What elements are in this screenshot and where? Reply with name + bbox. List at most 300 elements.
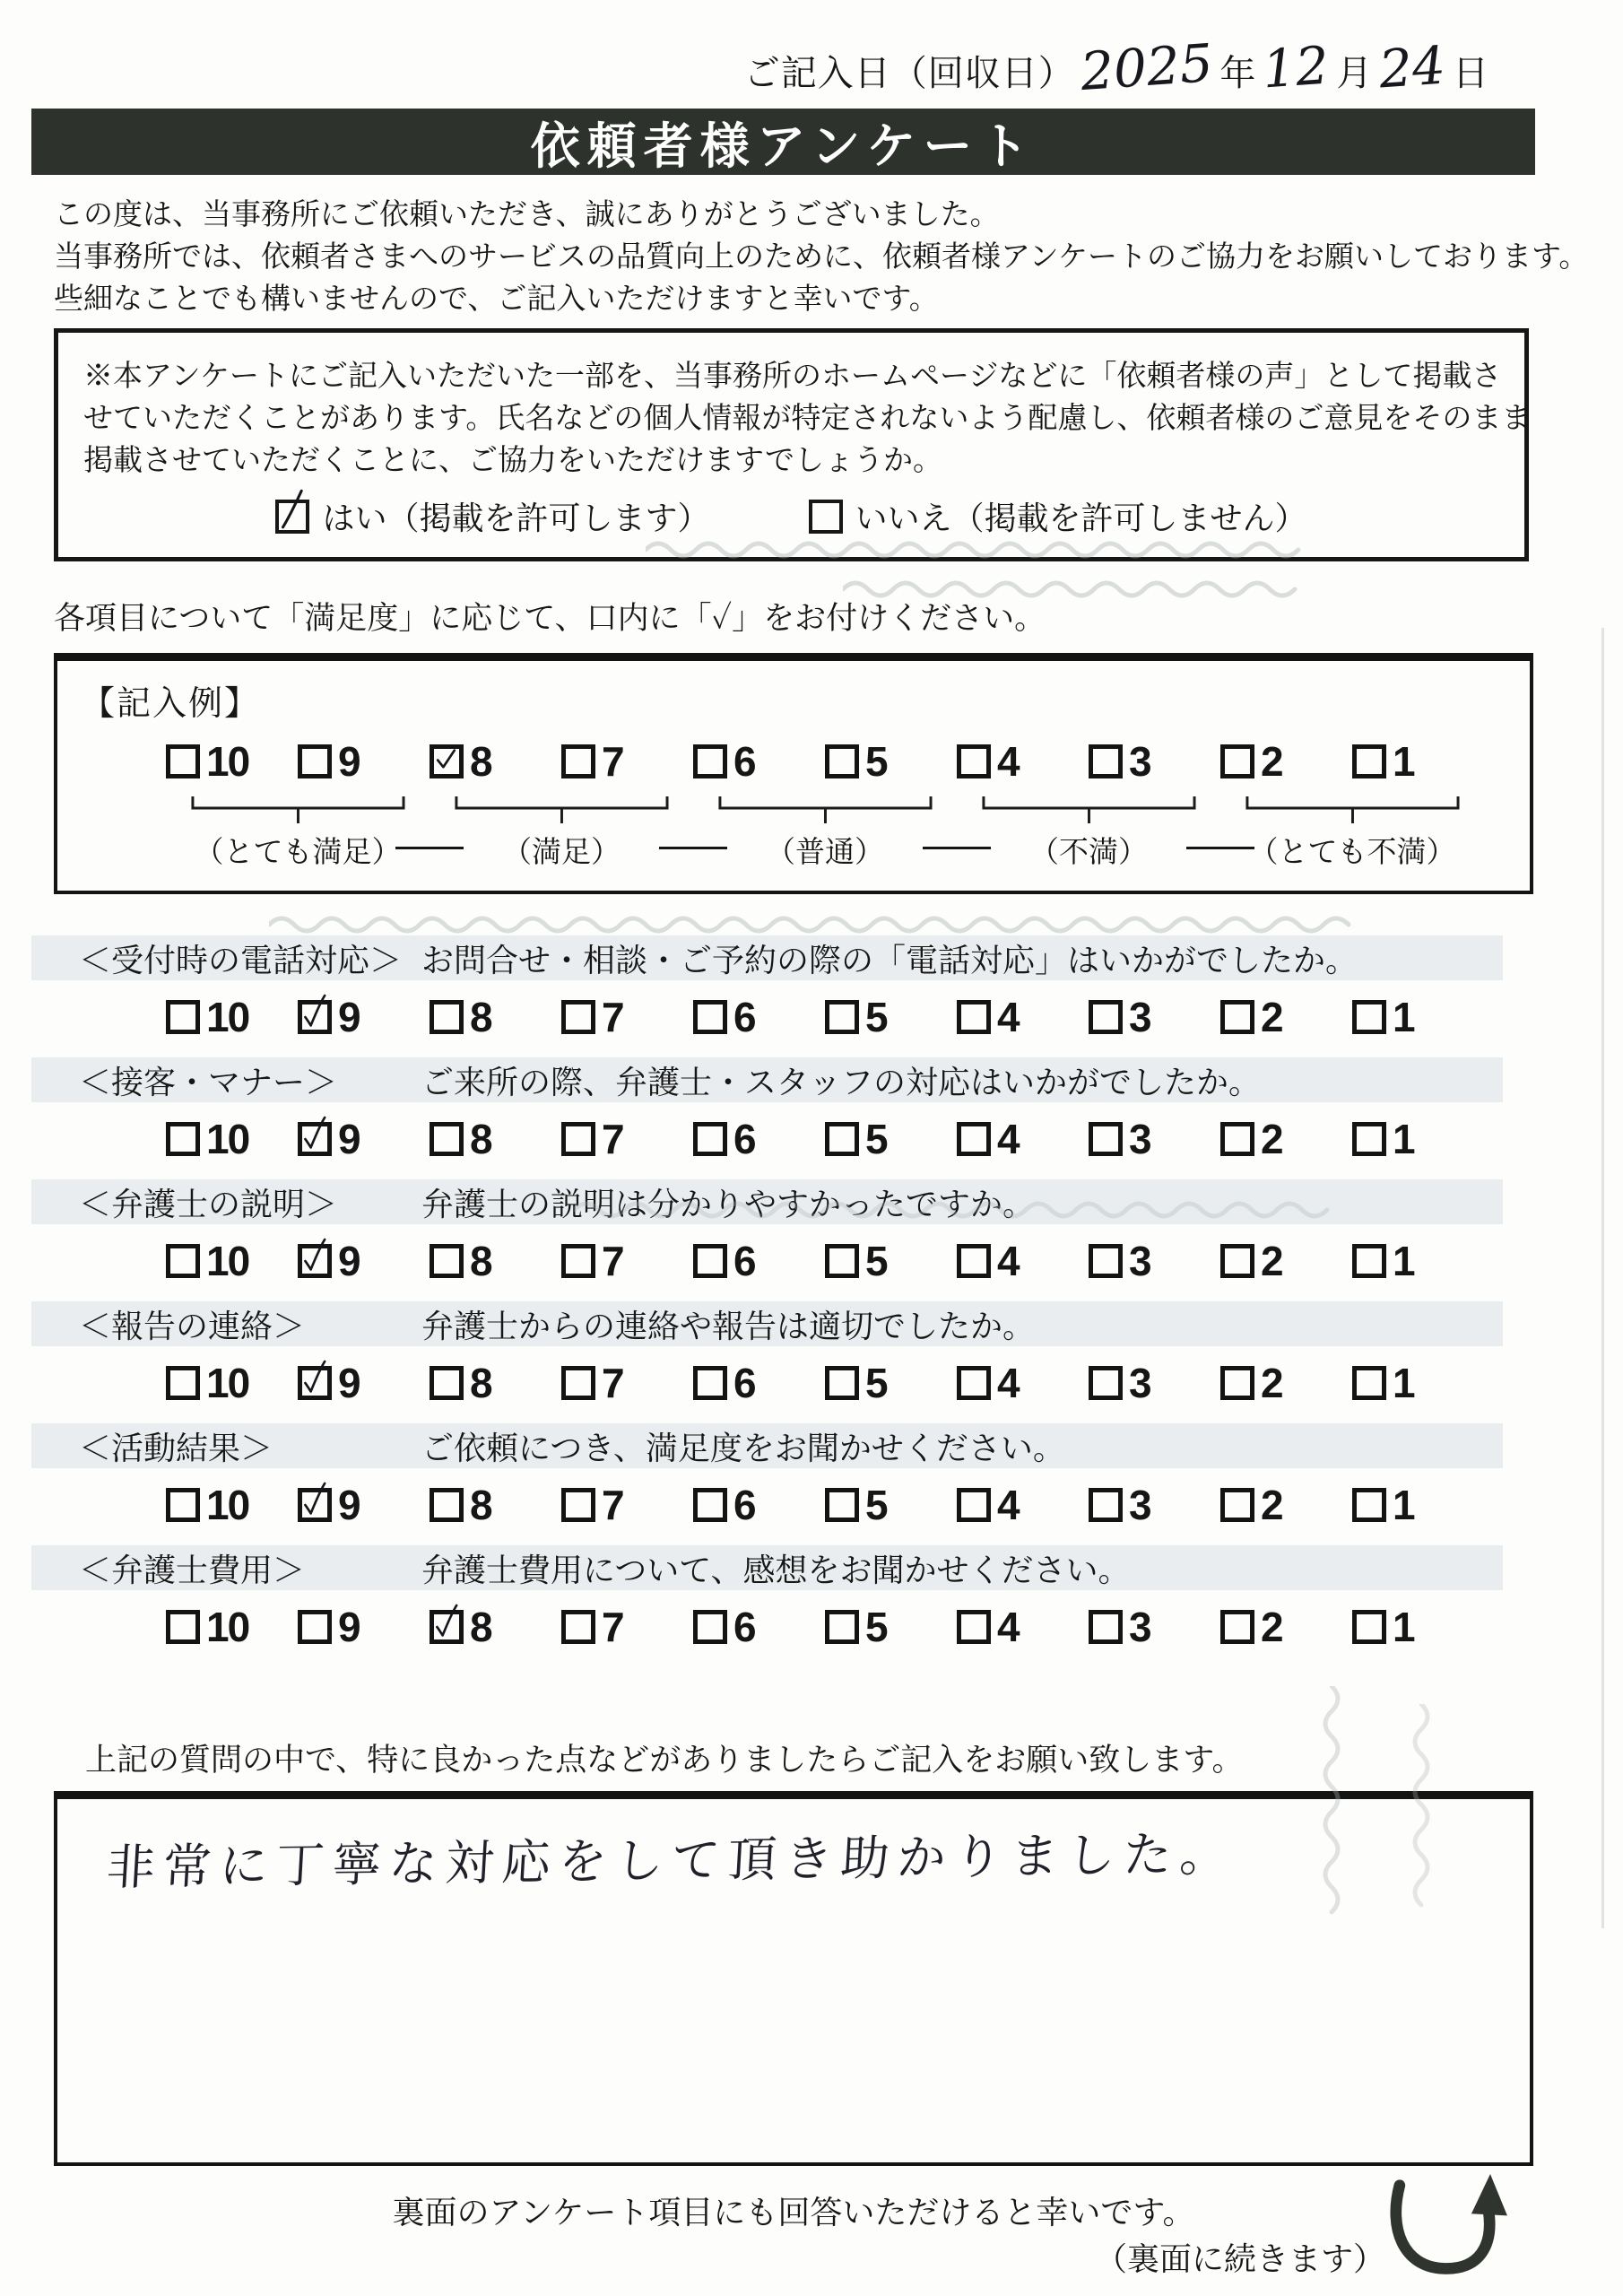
label-connector-line (923, 847, 991, 849)
checkbox-4[interactable] (957, 1000, 991, 1034)
scale-number: 6 (733, 994, 755, 1040)
checkbox-8[interactable] (430, 1366, 464, 1400)
handwritten-checkmark-icon (300, 1490, 328, 1518)
checkbox-no[interactable] (809, 500, 843, 534)
label-connector-line (395, 847, 464, 849)
scale-row (166, 1113, 1484, 1165)
handwritten-checkmark-icon (300, 1246, 328, 1274)
scale-number: 9 (338, 1116, 360, 1162)
scale-option-2[interactable] (1220, 1479, 1352, 1531)
bleed-through-artifact (1408, 1704, 1435, 1910)
checkbox-5[interactable] (825, 1366, 859, 1400)
scale-number: 9 (338, 994, 360, 1040)
scale-number: 5 (865, 1116, 887, 1162)
checkbox-9[interactable] (298, 1122, 332, 1156)
scale-number: 3 (1129, 1238, 1150, 1284)
free-response-prompt: 上記の質問の中で、特に良かった点などがありましたらご記入をお願い致します。 (85, 1743, 1244, 1778)
scale-option-10[interactable] (166, 735, 298, 787)
scale-option-5[interactable] (825, 735, 957, 787)
checkbox-9[interactable] (298, 1244, 332, 1278)
scale-number: 5 (865, 738, 887, 785)
checkbox-1[interactable] (1352, 744, 1386, 778)
scale-number: 2 (1261, 1360, 1282, 1406)
scale-option-10[interactable] (166, 1113, 298, 1165)
scale-option-8[interactable] (430, 1357, 561, 1409)
scale-option-9[interactable] (298, 991, 430, 1043)
scale-option-1[interactable] (1352, 1113, 1484, 1165)
intro-section (54, 193, 1589, 319)
checkbox-4[interactable] (957, 1244, 991, 1278)
scale-number: 4 (997, 1482, 1019, 1528)
handwritten-answer: 非常に丁寧な対応をして頂き助かりました。 (104, 1825, 1238, 1896)
scale-number: 9 (338, 738, 360, 785)
permission-options (83, 493, 1499, 539)
question-category: ＜活動結果＞ (79, 1429, 273, 1466)
checkbox-9[interactable] (298, 744, 332, 778)
permission-box (54, 328, 1532, 561)
scale-option-4[interactable] (957, 735, 1089, 787)
scale-option-7[interactable] (561, 1235, 693, 1287)
question-category: ＜弁護士の説明＞ (79, 1185, 338, 1222)
date-row (54, 31, 1490, 103)
question-header (31, 1057, 1503, 1102)
scale-option-6[interactable] (693, 1357, 825, 1409)
scale-number: 1 (1393, 1116, 1414, 1162)
scale-option-8[interactable] (430, 735, 561, 787)
scale-number: 3 (1129, 1482, 1150, 1528)
question-text: 弁護士費用について、感想をお聞かせください。 (421, 1551, 1131, 1588)
scale-number: 6 (733, 1116, 755, 1162)
scale-number: 10 (206, 738, 249, 785)
handwritten-checkmark-icon (300, 1002, 328, 1030)
scale-number: 3 (1129, 994, 1150, 1040)
scale-option-6[interactable] (693, 1113, 825, 1165)
scale-number: 4 (997, 1360, 1019, 1406)
scale-number: 2 (1261, 1604, 1282, 1650)
scale-number: 7 (602, 1482, 623, 1528)
scale-option-9[interactable] (298, 1479, 430, 1531)
scale-number: 9 (338, 1604, 360, 1650)
checkbox-3[interactable] (1089, 744, 1123, 778)
checkbox-6[interactable] (693, 1366, 727, 1400)
permission-text-line: せていただくことがあります。氏名などの個人情報が特定されないよう配慮し、依頼者様のご意見をそのまま (83, 401, 1532, 434)
handwritten-checkmark-icon (300, 1368, 328, 1396)
scale-option-2[interactable] (1220, 1113, 1352, 1165)
scale-number: 2 (1261, 1116, 1282, 1162)
scale-number: 3 (1129, 1360, 1150, 1406)
question-text: ご来所の際、弁護士・スタッフの対応はいかがでしたか。 (421, 1063, 1262, 1100)
scale-number: 8 (470, 1482, 491, 1528)
scale-option-6[interactable] (693, 1479, 825, 1531)
scale-number: 8 (470, 1604, 491, 1650)
scale-option-4[interactable] (957, 991, 1089, 1043)
scale-number: 7 (602, 738, 623, 785)
scale-option-10[interactable] (166, 1357, 298, 1409)
scale-option-5[interactable] (825, 1479, 957, 1531)
checkbox-4[interactable] (957, 1610, 991, 1644)
scale-number: 5 (865, 994, 887, 1040)
scale-option-5[interactable] (825, 1235, 957, 1287)
question-block (54, 935, 1533, 1043)
scale-option-3[interactable] (1089, 991, 1220, 1043)
scale-number: 8 (470, 738, 491, 785)
scale-number: 4 (997, 1116, 1019, 1162)
continuation-note: （裏面に続きます） (1094, 2240, 1385, 2277)
scale-number: 5 (865, 1360, 887, 1406)
scale-label: （不満） (1029, 835, 1148, 868)
checkbox-5[interactable] (825, 1610, 859, 1644)
day-unit: 日 (1453, 54, 1488, 93)
checkbox-5[interactable] (825, 1122, 859, 1156)
scale-option-8[interactable] (430, 1113, 561, 1165)
scale-label: （とても不満） (1248, 835, 1456, 868)
checkbox-10[interactable] (166, 1000, 200, 1034)
scale-number: 2 (1261, 1482, 1282, 1528)
month-unit: 月 (1336, 54, 1373, 93)
scale-number: 6 (733, 1482, 755, 1528)
scale-number: 4 (997, 994, 1019, 1040)
scale-number: 1 (1393, 738, 1414, 785)
scale-option-9[interactable] (298, 1601, 430, 1653)
checkbox-4[interactable] (957, 744, 991, 778)
checkbox-5[interactable] (825, 744, 859, 778)
scale-number: 2 (1261, 1238, 1282, 1284)
permission-no-label: いいえ（掲載を許可しません） (855, 500, 1307, 536)
permission-text-line: ※本アンケートにご記入いただいた一部を、当事務所のホームページなどに「依頼者様の声」として掲載さ (83, 359, 1502, 392)
scale-number: 3 (1129, 738, 1150, 785)
scale-label: （満足） (502, 835, 621, 868)
checkbox-8[interactable] (430, 744, 464, 778)
checkbox-7[interactable] (561, 1610, 595, 1644)
scale-number: 1 (1393, 994, 1414, 1040)
checkbox-1[interactable] (1352, 1488, 1386, 1522)
question-text: ご依頼につき、満足度をお聞かせください。 (421, 1429, 1065, 1466)
scale-number: 10 (206, 1360, 249, 1406)
checkbox-2[interactable] (1220, 1122, 1254, 1156)
example-title: 【記入例】 (81, 685, 261, 723)
scale-option-2[interactable] (1220, 1357, 1352, 1409)
question-block (54, 1179, 1533, 1287)
checkbox-3[interactable] (1089, 1366, 1123, 1400)
scale-option-7[interactable] (561, 1113, 693, 1165)
scale-option-9[interactable] (298, 1235, 430, 1287)
checkbox-3[interactable] (1089, 1244, 1123, 1278)
question-header (31, 1301, 1503, 1346)
question-text: お問合せ・相談・ご予約の際の「電話対応」はいかがでしたか。 (421, 941, 1358, 978)
scale-option-6[interactable] (693, 991, 825, 1043)
scale-number: 8 (470, 994, 491, 1040)
scale-label: （普通） (766, 835, 884, 868)
scale-number: 3 (1129, 1604, 1150, 1650)
scale-option-1[interactable] (1352, 1479, 1484, 1531)
intro-line: この度は、当事務所にご依頼いただき、誠にありがとうございました。 (54, 197, 1000, 230)
question-header (31, 1423, 1503, 1468)
scale-option-5[interactable] (825, 991, 957, 1043)
scale-number: 4 (997, 1604, 1019, 1650)
checkbox-6[interactable] (693, 744, 727, 778)
checkbox-6[interactable] (693, 1122, 727, 1156)
scale-option-4[interactable] (957, 1479, 1089, 1531)
example-scale-row (166, 735, 1484, 787)
date-label: ご記入日（回収日） (743, 54, 1075, 93)
scale-option-7[interactable] (561, 1479, 693, 1531)
scale-option-1[interactable] (1352, 1235, 1484, 1287)
scale-row (166, 1479, 1484, 1531)
scale-option-6[interactable] (693, 1601, 825, 1653)
scale-option-8[interactable] (430, 1479, 561, 1531)
checkbox-3[interactable] (1089, 1122, 1123, 1156)
checkbox-10[interactable] (166, 744, 200, 778)
checkbox-5[interactable] (825, 1488, 859, 1522)
checkbox-5[interactable] (825, 1244, 859, 1278)
scale-option-3[interactable] (1089, 1113, 1220, 1165)
handwritten-checkmark-icon (300, 1124, 328, 1152)
checkbox-7[interactable] (561, 1000, 595, 1034)
scale-option-1[interactable] (1352, 1357, 1484, 1409)
question-category: ＜接客・マナー＞ (79, 1063, 338, 1100)
scale-number: 8 (470, 1116, 491, 1162)
scale-number: 3 (1129, 1116, 1150, 1162)
question-category: ＜報告の連絡＞ (79, 1307, 306, 1344)
checkbox-8[interactable] (430, 1000, 464, 1034)
scale-number: 8 (470, 1238, 491, 1284)
group-bracket (451, 795, 673, 825)
checkbox-2[interactable] (1220, 744, 1254, 778)
scale-number: 10 (206, 1604, 249, 1650)
scale-number: 7 (602, 994, 623, 1040)
scale-option-3[interactable] (1089, 735, 1220, 787)
scale-option-3[interactable] (1089, 1357, 1220, 1409)
checkbox-6[interactable] (693, 1000, 727, 1034)
label-connector-line (1186, 847, 1254, 849)
question-block (54, 1057, 1533, 1165)
scale-option-7[interactable] (561, 1357, 693, 1409)
scale-option-8[interactable] (430, 1601, 561, 1653)
question-category: ＜弁護士費用＞ (79, 1551, 306, 1588)
scale-number: 6 (733, 1360, 755, 1406)
title-bar (31, 109, 1535, 175)
scale-number: 1 (1393, 1482, 1414, 1528)
checkbox-1[interactable] (1352, 1244, 1386, 1278)
checkbox-9[interactable] (298, 1610, 332, 1644)
scale-option-7[interactable] (561, 735, 693, 787)
scale-option-6[interactable] (693, 735, 825, 787)
scale-option-4[interactable] (957, 1357, 1089, 1409)
scale-label: （とても満足） (194, 835, 402, 868)
handwritten-checkmark-icon (432, 1612, 460, 1639)
scale-option-2[interactable] (1220, 1235, 1352, 1287)
label-connector-line (659, 847, 727, 849)
checkbox-3[interactable] (1089, 1610, 1123, 1644)
checkbox-9[interactable] (298, 1000, 332, 1034)
checkbox-3[interactable] (1089, 1000, 1123, 1034)
scan-artifact-line (1601, 628, 1604, 1928)
checkbox-10[interactable] (166, 1366, 200, 1400)
checkbox-7[interactable] (561, 1244, 595, 1278)
scale-option-1[interactable] (1352, 735, 1484, 787)
scale-number: 1 (1393, 1604, 1414, 1650)
checkbox-yes[interactable] (275, 500, 309, 534)
scale-number: 1 (1393, 1360, 1414, 1406)
checkbox-2[interactable] (1220, 1488, 1254, 1522)
scale-number: 9 (338, 1238, 360, 1284)
group-bracket (1242, 795, 1463, 825)
scale-option-10[interactable] (166, 991, 298, 1043)
scale-number: 4 (997, 1238, 1019, 1284)
scale-number: 6 (733, 738, 755, 785)
scale-row (166, 1235, 1484, 1287)
checkbox-7[interactable] (561, 1488, 595, 1522)
example-box (54, 653, 1533, 894)
scale-number: 10 (206, 994, 249, 1040)
bleed-through-artifact (646, 536, 1309, 563)
checkbox-8[interactable] (430, 1244, 464, 1278)
scale-option-2[interactable] (1220, 1601, 1352, 1653)
curved-arrow-icon (1384, 2166, 1526, 2288)
scale-option-2[interactable] (1220, 735, 1352, 787)
question-text: 弁護士からの連絡や報告は適切でしたか。 (421, 1307, 1036, 1344)
scale-row (166, 991, 1484, 1043)
question-text: 弁護士の説明は分かりやすかったですか。 (421, 1185, 1036, 1222)
checkbox-6[interactable] (693, 1610, 727, 1644)
checkbox-6[interactable] (693, 1488, 727, 1522)
checkbox-2[interactable] (1220, 1610, 1254, 1644)
checkbox-6[interactable] (693, 1244, 727, 1278)
date-month-handwritten: 12 (1261, 34, 1332, 100)
scale-option-3[interactable] (1089, 1235, 1220, 1287)
bleed-through-artifact (574, 1196, 1336, 1223)
scale-number: 6 (733, 1238, 755, 1284)
scale-number: 5 (865, 1604, 887, 1650)
free-response-box[interactable] (54, 1791, 1533, 2166)
scale-number: 9 (338, 1482, 360, 1528)
scale-number: 2 (1261, 738, 1282, 785)
intro-line: 些細なことでも構いませんので、ご記入いただけますと幸いです。 (54, 282, 939, 315)
intro-line: 当事務所では、依頼者さまへのサービスの品質向上のために、依頼者様アンケートのご協力をお願いしております。 (54, 239, 1589, 273)
scale-option-8[interactable] (430, 1235, 561, 1287)
checkbox-7[interactable] (561, 1122, 595, 1156)
checkbox-8[interactable] (430, 1610, 464, 1644)
scale-option-7[interactable] (561, 991, 693, 1043)
checkbox-8[interactable] (430, 1488, 464, 1522)
scale-option-3[interactable] (1089, 1479, 1220, 1531)
checkbox-7[interactable] (561, 1366, 595, 1400)
question-category: ＜受付時の電話対応＞ (79, 941, 403, 978)
bleed-through-artifact (269, 911, 1372, 938)
question-header (31, 1545, 1503, 1590)
scale-option-4[interactable] (957, 1601, 1089, 1653)
checkbox-1[interactable] (1352, 1366, 1386, 1400)
checkbox-2[interactable] (1220, 1244, 1254, 1278)
scale-option-10[interactable] (166, 1601, 298, 1653)
scale-number: 6 (733, 1604, 755, 1650)
bleed-through-artifact (843, 576, 1309, 603)
permission-yes-label: はい（掲載を許可します） (322, 500, 710, 536)
scale-number: 8 (470, 1360, 491, 1406)
scale-option-4[interactable] (957, 1113, 1089, 1165)
scale-option-2[interactable] (1220, 991, 1352, 1043)
scale-option-1[interactable] (1352, 991, 1484, 1043)
bracket-row (166, 795, 1484, 825)
question-block (54, 1423, 1533, 1531)
group-bracket (187, 795, 409, 825)
scale-option-9[interactable] (298, 735, 430, 787)
scale-option-8[interactable] (430, 991, 561, 1043)
scale-option-5[interactable] (825, 1357, 957, 1409)
scale-instruction: 各項目について「満足度」に応じて、口内に「✓」をお付けください。 (54, 601, 1046, 636)
checkbox-3[interactable] (1089, 1488, 1123, 1522)
scale-number: 5 (865, 1238, 887, 1284)
scale-option-1[interactable] (1352, 1601, 1484, 1653)
group-bracket (715, 795, 936, 825)
scale-option-6[interactable] (693, 1235, 825, 1287)
checkbox-10[interactable] (166, 1122, 200, 1156)
checkbox-2[interactable] (1220, 1000, 1254, 1034)
checkbox-7[interactable] (561, 744, 595, 778)
checkbox-10[interactable] (166, 1244, 200, 1278)
date-year-handwritten: 2025 (1078, 31, 1215, 103)
scale-number: 7 (602, 1604, 623, 1650)
scale-option-10[interactable] (166, 1479, 298, 1531)
scale-row (166, 1601, 1484, 1653)
checkbox-10[interactable] (166, 1610, 200, 1644)
scale-number: 4 (997, 738, 1019, 785)
checkmark-icon (432, 746, 460, 774)
scale-number: 7 (602, 1238, 623, 1284)
checkbox-8[interactable] (430, 1122, 464, 1156)
scale-number: 10 (206, 1482, 249, 1528)
bleed-through-artifact (1318, 1686, 1345, 1919)
footer-note: 裏面のアンケート項目にも回答いただけると幸いです。 (392, 2194, 1195, 2231)
checkbox-5[interactable] (825, 1000, 859, 1034)
handwritten-check-slash-icon (279, 501, 303, 526)
checkbox-9[interactable] (298, 1366, 332, 1400)
question-block (54, 1301, 1533, 1409)
date-day-handwritten: 24 (1376, 34, 1448, 100)
checkbox-1[interactable] (1352, 1000, 1386, 1034)
permission-option-no[interactable] (809, 493, 1307, 539)
checkbox-1[interactable] (1352, 1122, 1386, 1156)
scale-option-4[interactable] (957, 1235, 1089, 1287)
checkbox-2[interactable] (1220, 1366, 1254, 1400)
scale-option-7[interactable] (561, 1601, 693, 1653)
scale-number: 9 (338, 1360, 360, 1406)
group-bracket (978, 795, 1200, 825)
checkbox-4[interactable] (957, 1366, 991, 1400)
checkbox-4[interactable] (957, 1488, 991, 1522)
scale-option-5[interactable] (825, 1113, 957, 1165)
scale-row (166, 1357, 1484, 1409)
scale-number: 5 (865, 1482, 887, 1528)
year-unit: 年 (1219, 54, 1256, 93)
example-label-row (166, 829, 1484, 871)
scale-option-9[interactable] (298, 1357, 430, 1409)
checkbox-1[interactable] (1352, 1610, 1386, 1644)
scale-number: 7 (602, 1116, 623, 1162)
checkbox-9[interactable] (298, 1488, 332, 1522)
checkbox-10[interactable] (166, 1488, 200, 1522)
permission-option-yes[interactable] (275, 493, 709, 539)
scale-option-10[interactable] (166, 1235, 298, 1287)
scale-option-3[interactable] (1089, 1601, 1220, 1653)
scale-option-9[interactable] (298, 1113, 430, 1165)
checkbox-4[interactable] (957, 1122, 991, 1156)
permission-text-line: 掲載させていただくことに、ご協力をいただけますでしょうか。 (83, 443, 942, 476)
scale-number: 10 (206, 1238, 249, 1284)
scale-option-5[interactable] (825, 1601, 957, 1653)
scale-number: 7 (602, 1360, 623, 1406)
page-title: 依頼者様アンケート (530, 117, 1037, 174)
